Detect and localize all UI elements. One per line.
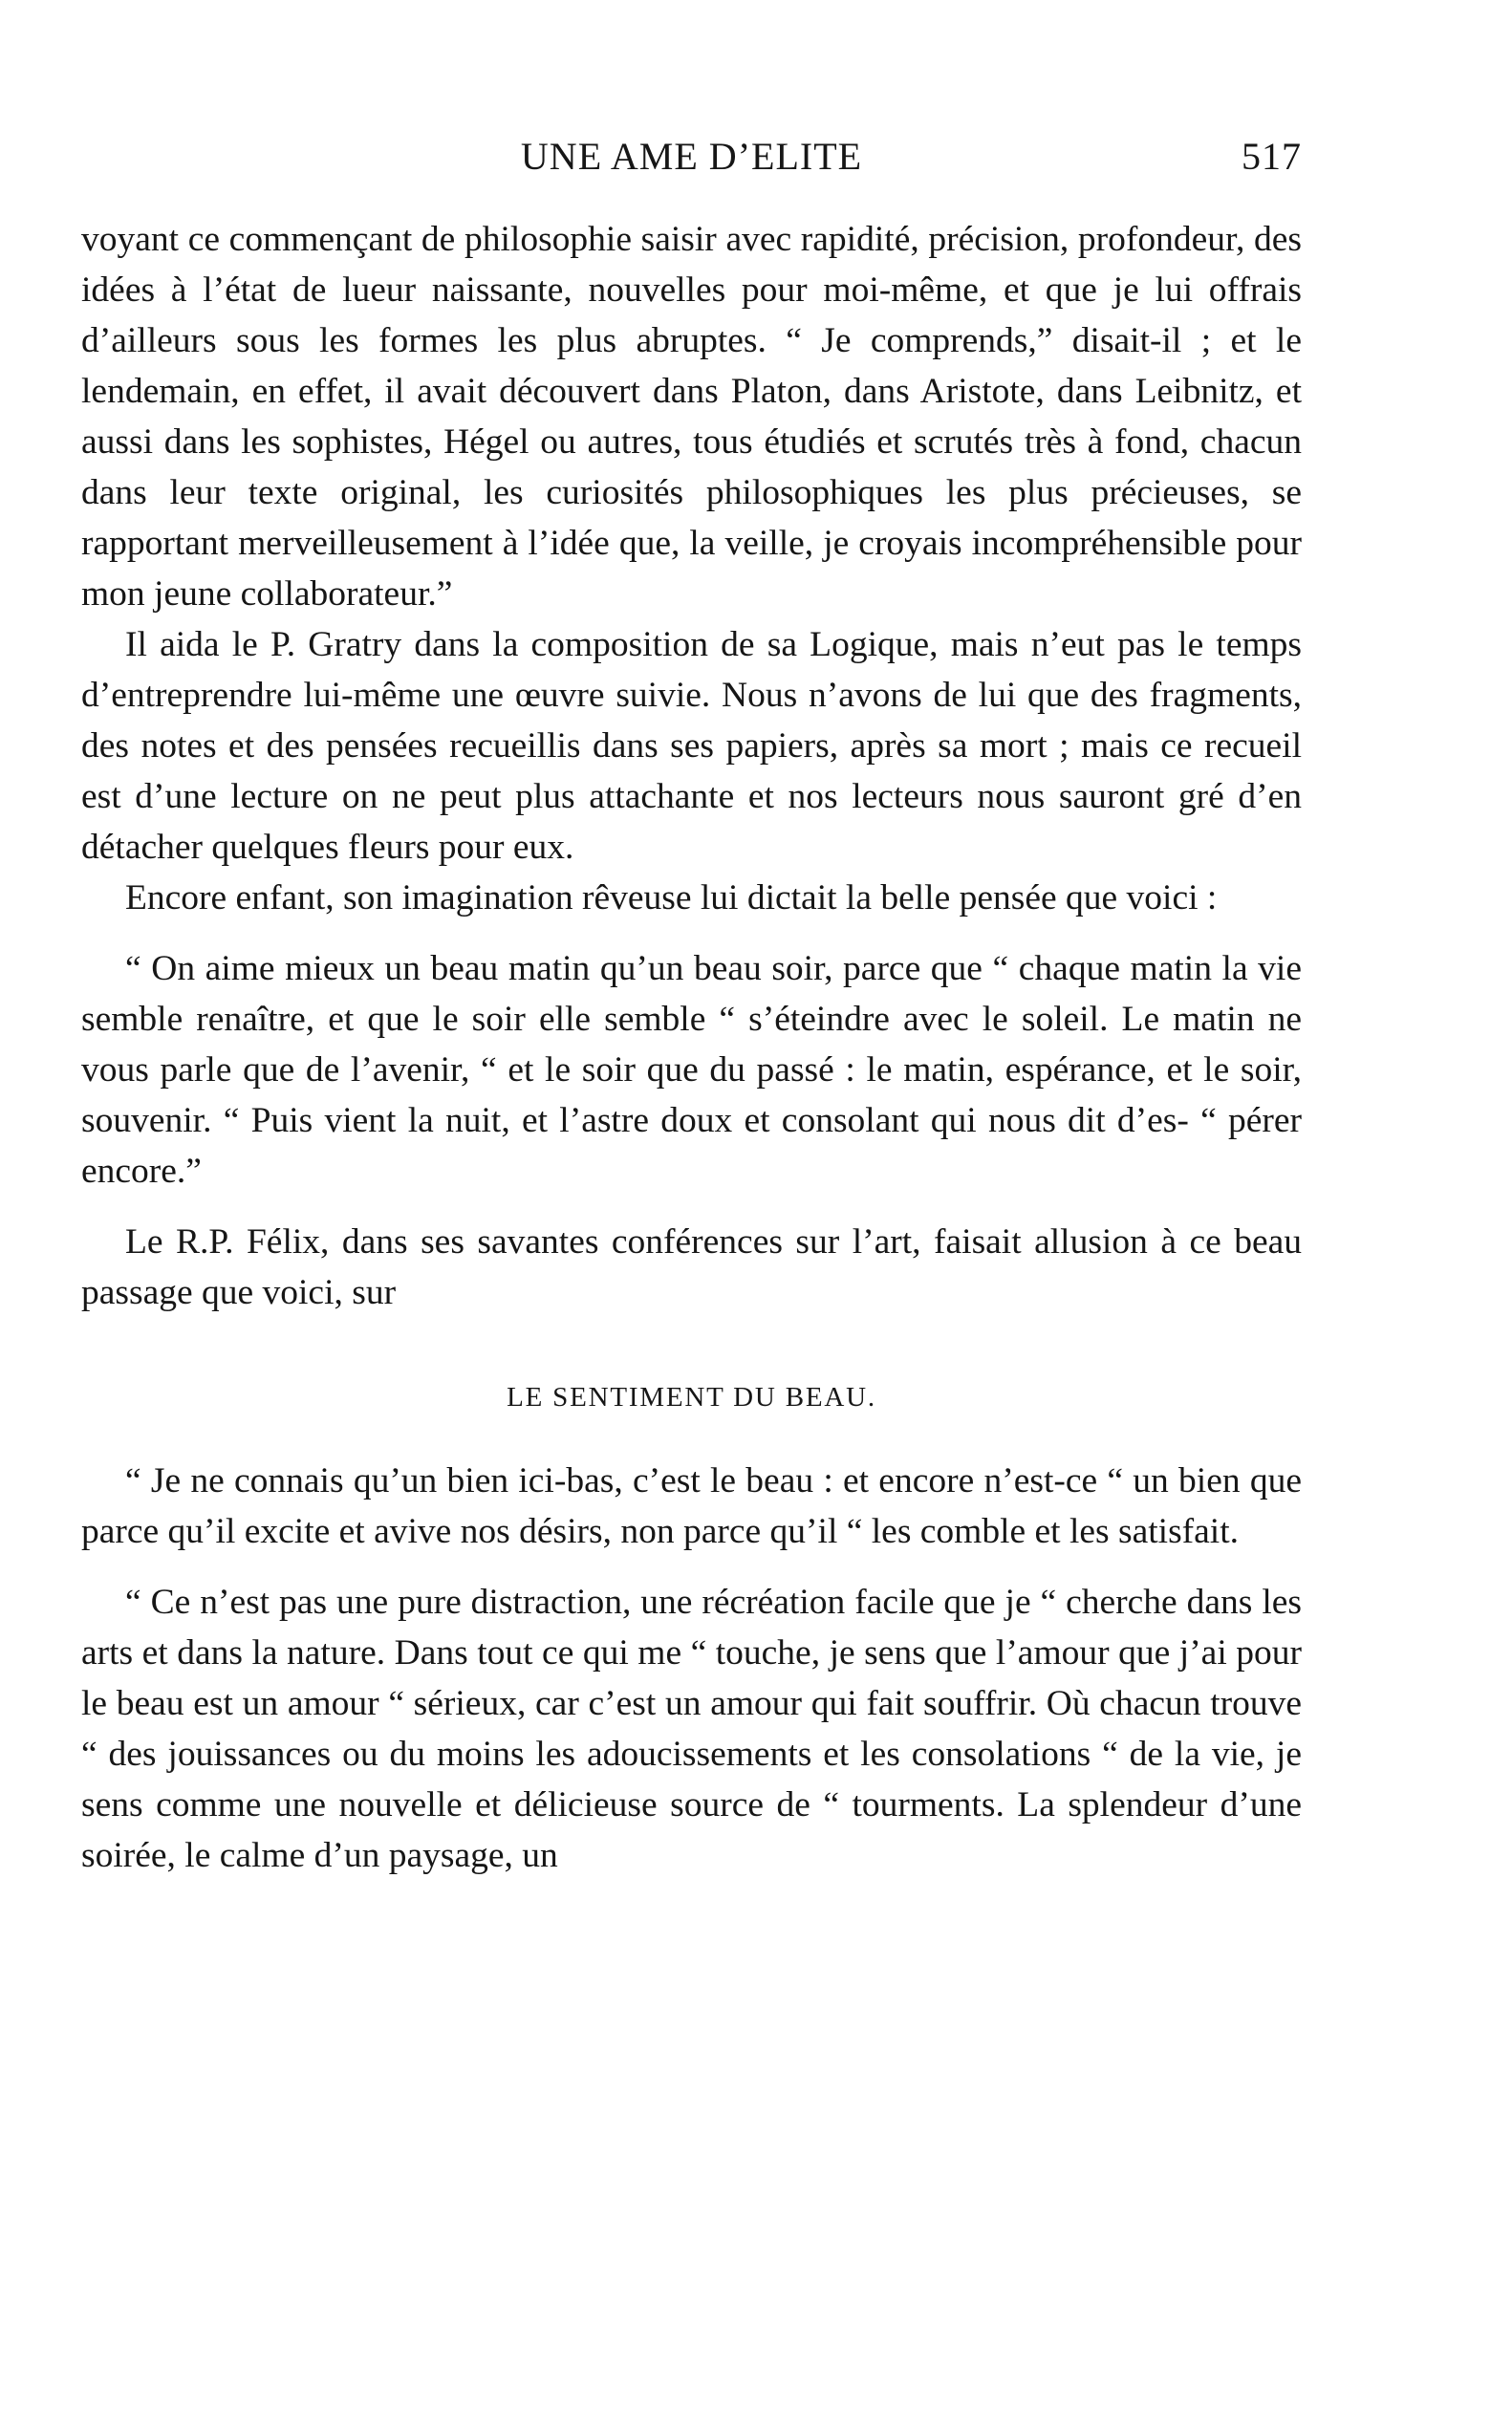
paragraph-gratry-logic: Il aida le P. Gratry dans la composition de sa Logique, mais n’eut pas le temps d’entreprendre lui-même une œuvre suivie. Nous n’avons de lui que des fragments, des notes et des pensées recueillis dans ses papiers, après sa mort ; mais ce recueil est d’une lecture on ne peut plus attachante et nos lecteurs nous sauront gré d’en détacher quelques fleurs pour eux. (81, 625, 1302, 867)
quoted-morning-evening: “ On aime mieux un beau matin qu’un beau soir, parce que “ chaque matin la vie semble renaître, et que le soir elle semble “ s’éteindre avec le soleil. Le matin ne vous parle que de l’avenir, “ et le soir que du passé : le matin, espérance, et le soir, souvenir. “ Puis vient la nuit, et l’astre doux et consolant qui nous dit d’es- “ pérer encore.” (81, 949, 1302, 1191)
quote-paragraph-beauty-second: “ Ce n’est pas une pure distraction, une récréation facile que je “ cherche dans les arts et dans la nature. Dans tout ce qui me “ touche, je sens que l’amour que j’ai pour le beau est un amour “ sérieux, car c’est un amour qui fait souffrir. Où chacun trouve “ des jouissances ou du moins les adoucissements et les consolations “ de la vie, je sens comme une nouvelle et délicieuse source de “ tourments. La splendeur d’une soirée, le calme d’un paysage, un (81, 1583, 1302, 1875)
section-title-text: LE SENTIMENT DU BEAU. (507, 1382, 876, 1413)
paragraph-childhood-thought: Encore enfant, son imagination rêveuse lui dictait la belle pensée que voici : (125, 878, 1218, 918)
body-text (81, 214, 1302, 1881)
paragraph-continuation: voyant ce commençant de philosophie saisir avec rapidité, précision, profondeur, des idées à l’état de lueur naissante, nouvelles pour moi-même, et que je lui offrais d’ailleurs sous les formes les plus abruptes. “ Je comprends,” disait-il ; et le lendemain, en effet, il avait découvert dans Platon, dans Aristote, dans Leibnitz, et aussi dans les sophistes, Hégel ou autres, tous étudiés et scrutés très à fond, chacun dans leur texte original, les curiosités philosophiques les plus précieuses, se rapportant merveilleusement à l’idée que, la veille, je croyais incompréhensible pour mon jeune collaborateur.” (81, 220, 1302, 614)
running-header (81, 134, 1302, 189)
running-title: UNE AME D’ELITE (520, 135, 863, 178)
page-content (81, 134, 1302, 2361)
section-title (81, 1377, 1302, 1417)
paragraph-felix-reference: Le R.P. Félix, dans ses savantes conférences sur l’art, faisait allusion à ce beau passage que voici, sur (81, 1222, 1302, 1312)
quote-paragraph-beauty-first: “ Je ne connais qu’un bien ici-bas, c’est le beau : et encore n’est-ce “ un bien que parce qu’il excite et avive nos désirs, non parce qu’il “ les comble et les satisfait. (81, 1461, 1302, 1551)
page-number: 517 (1242, 135, 1302, 178)
